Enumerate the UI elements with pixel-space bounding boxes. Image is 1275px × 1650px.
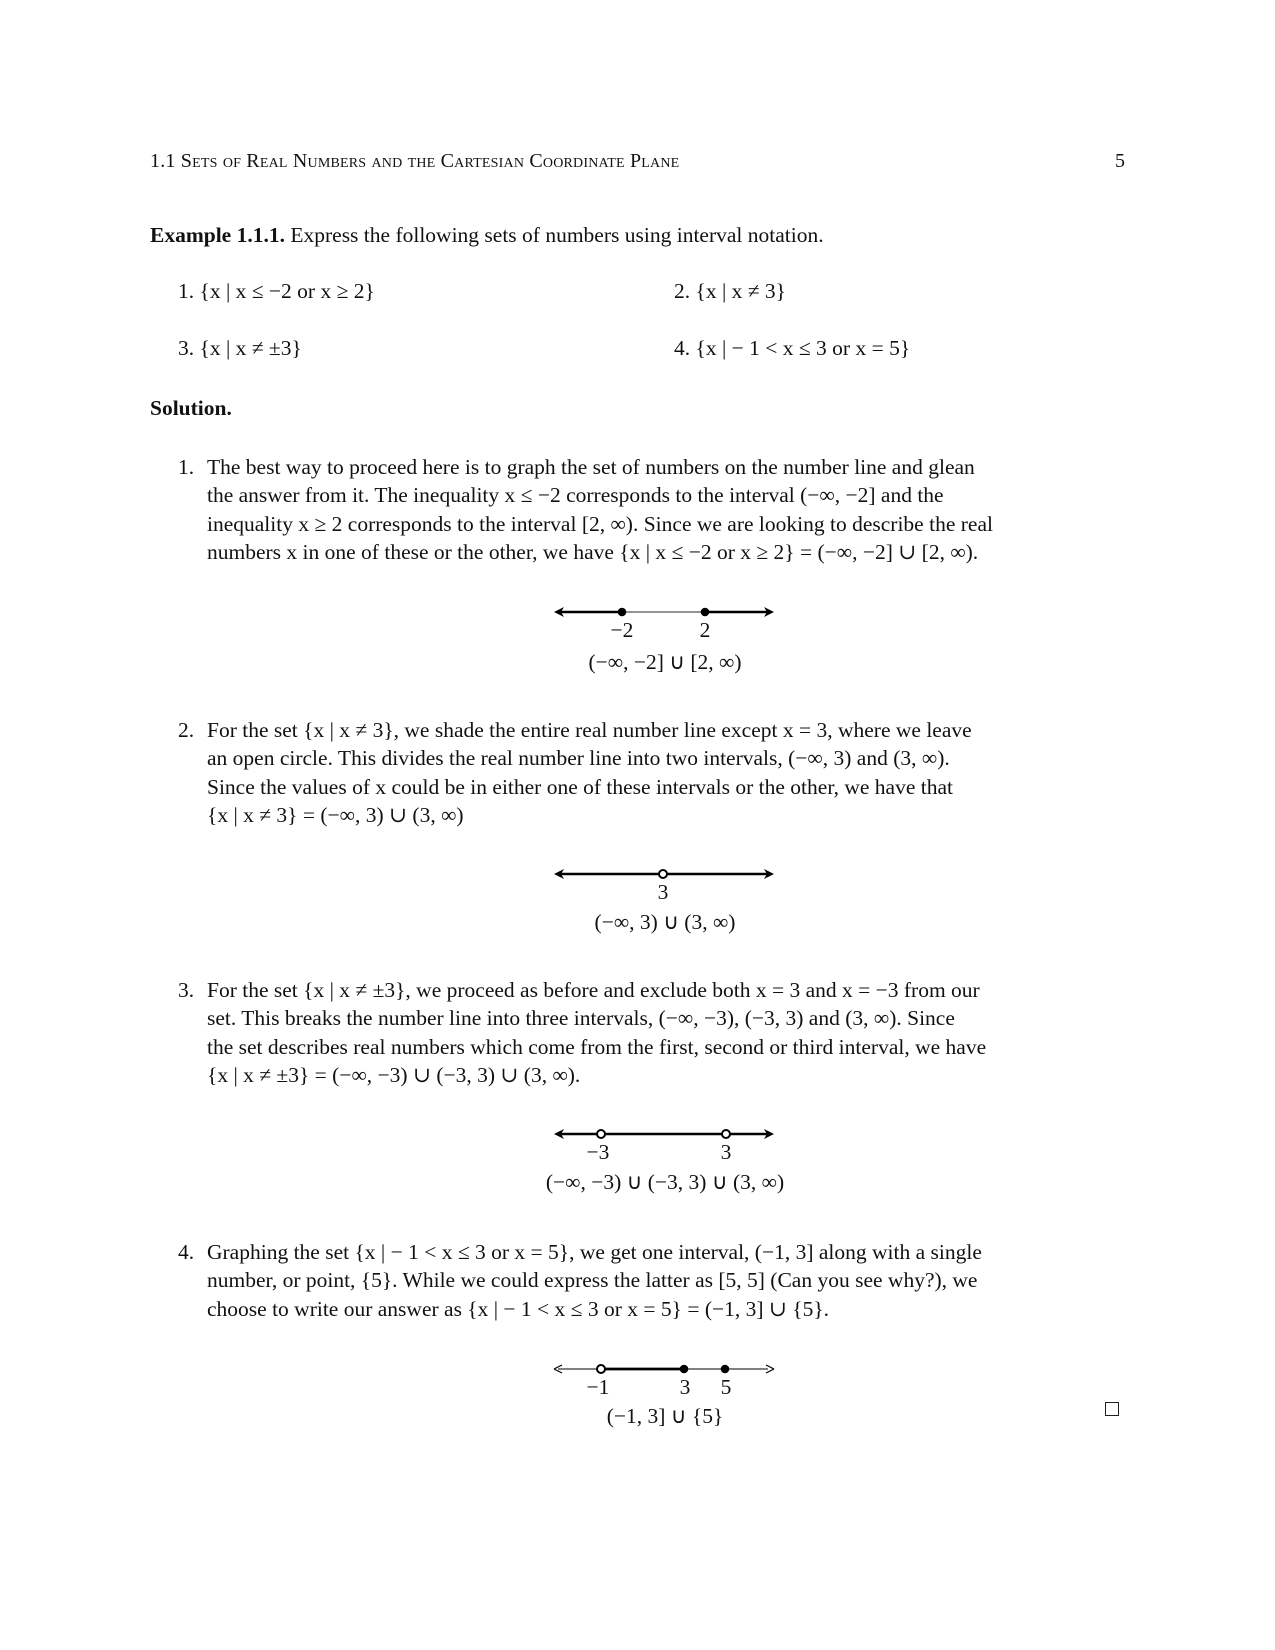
solution-heading: Solution. bbox=[150, 396, 232, 420]
tick-label: 3 bbox=[679, 1375, 691, 1399]
text-line: an open circle. This divides the real number line into two intervals, (−∞, 3) and (3, ∞). bbox=[207, 746, 950, 771]
running-header bbox=[150, 150, 1125, 173]
numberline-caption: (−∞, −2] ∪ [2, ∞) bbox=[588, 650, 742, 674]
item-number: 3. bbox=[178, 978, 195, 1002]
tick-label: 3 bbox=[720, 1140, 732, 1164]
tick-label: 5 bbox=[720, 1375, 732, 1399]
item-number: 4. bbox=[178, 1240, 195, 1264]
numberline-caption: (−∞, −3) ∪ (−3, 3) ∪ (3, ∞) bbox=[545, 1170, 785, 1194]
problem-number: 3. bbox=[178, 336, 195, 360]
tick-label: −2 bbox=[610, 618, 634, 642]
qed-square-icon bbox=[1105, 1402, 1119, 1416]
number-line-3 bbox=[550, 1122, 780, 1152]
numberline-caption: (−1, 3] ∪ {5} bbox=[606, 1404, 724, 1428]
problem-number: 4. bbox=[674, 336, 691, 360]
open-point bbox=[659, 870, 667, 878]
problem-text: {x | x ≠ 3} bbox=[695, 279, 786, 303]
text-line: number, or point, {5}. While we could express the latter as [5, 5] (Can you see why?), we bbox=[207, 1268, 978, 1293]
text-line: For the set {x | x ≠ 3}, we shade the entire real number line except x = 3, where we leave bbox=[207, 718, 972, 742]
text-line: Graphing the set {x | − 1 < x ≤ 3 or x = 5}, we get one interval, (−1, 3] along with a single bbox=[207, 1240, 982, 1264]
text-line: the set describes real numbers which come from the first, second or third interval, we have bbox=[207, 1034, 987, 1059]
problem-number: 1. bbox=[178, 279, 195, 303]
text-line: the answer from it. The inequality x ≤ −2 corresponds to the interval (−∞, −2] and the bbox=[207, 483, 944, 508]
text-line: inequality x ≥ 2 corresponds to the interval [2, ∞). Since we are looking to describe the real bbox=[207, 511, 993, 536]
closed-point bbox=[721, 1365, 730, 1374]
text-line: The best way to proceed here is to graph the set of numbers on the number line and glean bbox=[207, 455, 975, 479]
tick-label: −1 bbox=[586, 1375, 610, 1399]
closed-point bbox=[618, 608, 627, 617]
text-line: {x | x ≠ ±3} = (−∞, −3) ∪ (−3, 3) ∪ (3, ∞). bbox=[207, 1062, 581, 1087]
problem-text: {x | − 1 < x ≤ 3 or x = 5} bbox=[695, 336, 911, 360]
text-line: set. This breaks the number line into three intervals, (−∞, −3), (−3, 3) and (3, ∞). Since bbox=[207, 1006, 955, 1031]
problem-3 bbox=[178, 336, 302, 361]
open-point bbox=[597, 1365, 605, 1373]
problem-text: {x | x ≠ ±3} bbox=[199, 336, 302, 360]
section-title: 1.1 Sets of Real Numbers and the Cartesian Coordinate Plane bbox=[150, 150, 680, 172]
problem-1 bbox=[178, 279, 375, 304]
problem-4 bbox=[674, 336, 910, 361]
number-line-4 bbox=[550, 1357, 780, 1387]
tick-label: 3 bbox=[657, 880, 669, 904]
solution-item-4 bbox=[178, 1238, 1125, 1323]
solution-item-2 bbox=[178, 716, 1125, 829]
solution-item-3 bbox=[178, 976, 1125, 1089]
page-number: 5 bbox=[1115, 150, 1125, 172]
closed-point bbox=[701, 608, 710, 617]
item-number: 2. bbox=[178, 718, 195, 742]
problem-number: 2. bbox=[674, 279, 691, 303]
numberline-caption: (−∞, 3) ∪ (3, ∞) bbox=[594, 910, 736, 934]
open-point bbox=[722, 1130, 730, 1138]
solution-item-1 bbox=[178, 453, 1125, 566]
problem-text: {x | x ≤ −2 or x ≥ 2} bbox=[199, 279, 375, 303]
open-point bbox=[597, 1130, 605, 1138]
closed-point bbox=[680, 1365, 689, 1374]
text-line: numbers x in one of these or the other, we have {x | x ≤ −2 or x ≥ 2} = (−∞, −2] ∪ [2, ∞). bbox=[207, 539, 979, 564]
example-statement bbox=[150, 221, 1125, 249]
text-line: choose to write our answer as {x | − 1 < x ≤ 3 or x = 5} = (−1, 3] ∪ {5}. bbox=[207, 1296, 830, 1321]
example-label: Example 1.1.1. bbox=[150, 223, 285, 247]
text-line: For the set {x | x ≠ ±3}, we proceed as before and exclude both x = 3 and x = −3 from our bbox=[207, 978, 980, 1002]
problem-2 bbox=[674, 279, 786, 304]
text-line: Since the values of x could be in either one of these intervals or the other, we have that bbox=[207, 774, 954, 799]
text-line: {x | x ≠ 3} = (−∞, 3) ∪ (3, ∞) bbox=[207, 802, 464, 827]
tick-label: −3 bbox=[586, 1140, 610, 1164]
number-line-1 bbox=[550, 600, 780, 630]
item-number: 1. bbox=[178, 455, 195, 479]
tick-label: 2 bbox=[699, 618, 711, 642]
example-prompt: Express the following sets of numbers using interval notation. bbox=[290, 223, 824, 247]
